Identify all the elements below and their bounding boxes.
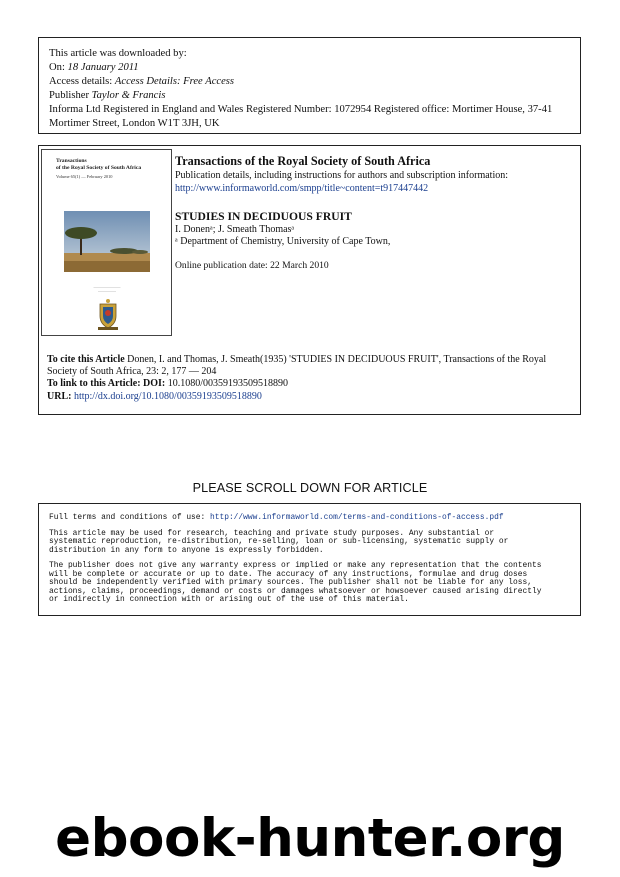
cover-photo-image xyxy=(64,211,150,272)
download-date-label: On: xyxy=(49,62,68,73)
journal-cover xyxy=(41,149,172,336)
online-publication-date: Online publication date: 22 March 2010 xyxy=(175,260,329,271)
usage-paragraph: This article may be used for research, teaching and private study purposes. Any substantial or systematic reproduction, re-distribution, re-selling, loan or sub-licensing, systematic supply or distribution in any form to anyone is expressly forbidden. xyxy=(49,528,509,555)
cover-title: Transactions of the Royal Society of South Africa xyxy=(56,158,142,171)
terms-box xyxy=(38,503,581,616)
publisher-row xyxy=(49,89,570,103)
url-row xyxy=(47,391,572,403)
cite-row xyxy=(47,354,572,377)
watermark-text: ebook-hunter.org xyxy=(55,808,565,869)
publication-details: Publication details, including instructions for authors and subscription information: xyxy=(175,170,509,181)
download-info-box xyxy=(38,37,581,134)
terms-prefix: Full terms and conditions of use: xyxy=(49,513,210,522)
scroll-notice: PLEASE SCROLL DOWN FOR ARTICLE xyxy=(192,481,428,495)
url-label: URL: xyxy=(47,390,72,402)
doi-label: To link to this Article: DOI: xyxy=(47,378,166,390)
article-authors: I. Donenᵃ; J. Smeath Thomasᵃ xyxy=(175,224,295,235)
doi-row xyxy=(47,378,572,390)
disclaimer-paragraph: The publisher does not give any warranty express or implied or make any representation that the contents will be complete or accurate or up to date. The accuracy of any instructions, formulae and drug doses should be independently verified with primary sources. The publisher shall not be liable for any loss, actions, claims, proceedings, demand or costs or damages whatsoever or howsoever caused arising directly or indirectly in connection with or arising out of the use of this material. xyxy=(49,561,542,604)
access-details-row xyxy=(49,75,570,89)
article-meta xyxy=(175,154,575,271)
doi-url-link[interactable]: http://dx.doi.org/10.1080/00359193509518890 xyxy=(71,390,262,402)
terms-line xyxy=(49,514,570,523)
journal-name: Transactions of the Royal Society of South Africa xyxy=(175,154,431,168)
cover-volume: Volume 65(1) — February 2010 xyxy=(56,174,113,179)
access-label: Access details: xyxy=(49,76,115,87)
author-affiliation: ᵃ Department of Chemistry, University of Cape Town, xyxy=(175,236,391,247)
journal-url-link[interactable]: http://www.informaworld.com/smpp/title~content=t917447442 xyxy=(175,183,429,194)
publisher-value: Taylor & Francis xyxy=(91,90,166,101)
article-title: STUDIES IN DECIDUOUS FRUIT xyxy=(175,210,352,223)
cover-small-text: ————————— —————— xyxy=(93,285,121,293)
citation-block xyxy=(47,354,572,403)
access-value: Access Details: Free Access xyxy=(114,76,235,87)
doi-value: 10.1080/00359193509518890 xyxy=(165,378,289,390)
publisher-label: Publisher xyxy=(49,90,92,101)
downloaded-by: This article was downloaded by: xyxy=(49,48,187,59)
registration-text: Informa Ltd Registered in England and Wales Registered Number: 1072954 Registered office: Mortimer House, 37-41 Mortimer Street, London W1T 3JH, UK xyxy=(49,104,553,129)
terms-url-link[interactable]: http://www.informaworld.com/terms-and-conditions-of-access.pdf xyxy=(210,513,504,522)
download-date-row xyxy=(49,61,570,75)
article-info-box xyxy=(38,145,581,415)
society-crest-icon xyxy=(94,298,122,332)
cite-label: To cite this Article xyxy=(47,354,125,365)
cite-text: Donen, I. and Thomas, J. Smeath(1935) 'STUDIES IN DECIDUOUS FRUIT', Transactions of the Royal Society of South Africa, 23: 2, 177 — 204 xyxy=(47,354,547,377)
download-date: 18 January 2011 xyxy=(67,62,139,73)
